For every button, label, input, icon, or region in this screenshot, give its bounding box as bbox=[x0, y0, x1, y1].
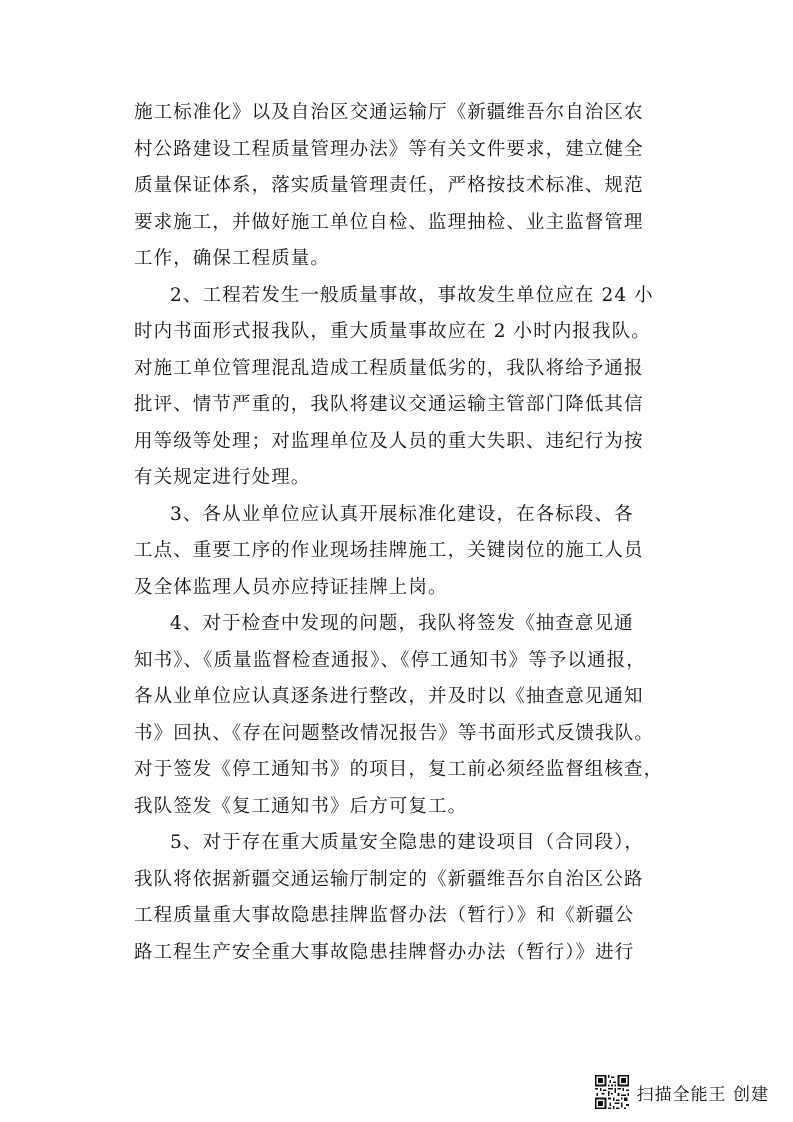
text-line: 5、对于存在重大质量安全隐患的建设项目（合同段）， bbox=[170, 832, 645, 853]
paragraph bbox=[134, 278, 654, 497]
text-line: 批评、情节严重的，我队将建议交通运输主管部门降低其信 bbox=[134, 394, 644, 415]
text-line: 各从业单位应认真逐条进行整改，并及时以《抽查意见通知 bbox=[134, 686, 644, 707]
text-line: 书》回执、《存在问题整改情况报告》等书面形式反馈我队。 bbox=[134, 722, 654, 744]
text-line: 村公路建设工程质量管理办法》等有关文件要求，建立健全 bbox=[134, 138, 644, 160]
text-line: 对于签发《停工通知书》的项目，复工前必须经监督组核查， bbox=[134, 759, 664, 780]
text-line: 及全体监理人员亦应持证挂牌上岗。 bbox=[134, 576, 448, 598]
text-line: 路工程生产安全重大事故隐患挂牌督办办法（暂行）》进行 bbox=[134, 941, 635, 963]
paragraph bbox=[134, 825, 645, 971]
text-line: 施工标准化》以及自治区交通运输厅《新疆维吾尔自治区农 bbox=[134, 102, 644, 123]
paragraph bbox=[134, 95, 644, 278]
qr-code-icon bbox=[595, 1075, 629, 1109]
text-line: 2、工程若发生一般质量事故，事故发生单位应在 24 小 bbox=[170, 284, 654, 306]
text-line: 有关规定进行处理。 bbox=[134, 467, 311, 488]
scanner-credit: 扫描全能王 创建 bbox=[636, 1084, 769, 1105]
text-line: 4、对于检查中发现的问题，我队将签发《抽查意见通 bbox=[170, 613, 634, 634]
paragraph bbox=[134, 497, 644, 607]
text-line: 我队签发《复工通知书》后方可复工。 bbox=[134, 795, 468, 817]
scanner-watermark bbox=[595, 1072, 769, 1112]
document-body bbox=[134, 95, 664, 971]
text-line: 知书》、《质量监督检查通报》、《停工通知书》等予以通报， bbox=[134, 649, 646, 671]
text-line: 3、各从业单位应认真开展标准化建设，在各标段、各 bbox=[170, 503, 634, 525]
text-line: 我队将依据新疆交通运输厅制定的《新疆维吾尔自治区公路 bbox=[134, 868, 644, 890]
text-line: 工点、重要工序的作业现场挂牌施工，关键岗位的施工人员 bbox=[134, 540, 644, 561]
paragraph bbox=[134, 606, 664, 825]
text-line: 要求施工，并做好施工单位自检、监理抽检、业主监督管理 bbox=[134, 211, 644, 233]
text-line: 用等级等处理；对监理单位及人员的重大失职、违纪行为按 bbox=[134, 430, 644, 452]
text-line: 对施工单位管理混乱造成工程质量低劣的，我队将给予通报 bbox=[134, 357, 644, 379]
text-line: 时内书面形式报我队，重大质量事故应在 2 小时内报我队。 bbox=[134, 321, 651, 342]
text-line: 质量保证体系，落实质量管理责任，严格按技术标准、规范 bbox=[134, 175, 644, 196]
text-line: 工程质量重大事故隐患挂牌监督办法（暂行）》和《新疆公 bbox=[134, 905, 635, 926]
text-line: 工作，确保工程质量。 bbox=[134, 248, 331, 269]
